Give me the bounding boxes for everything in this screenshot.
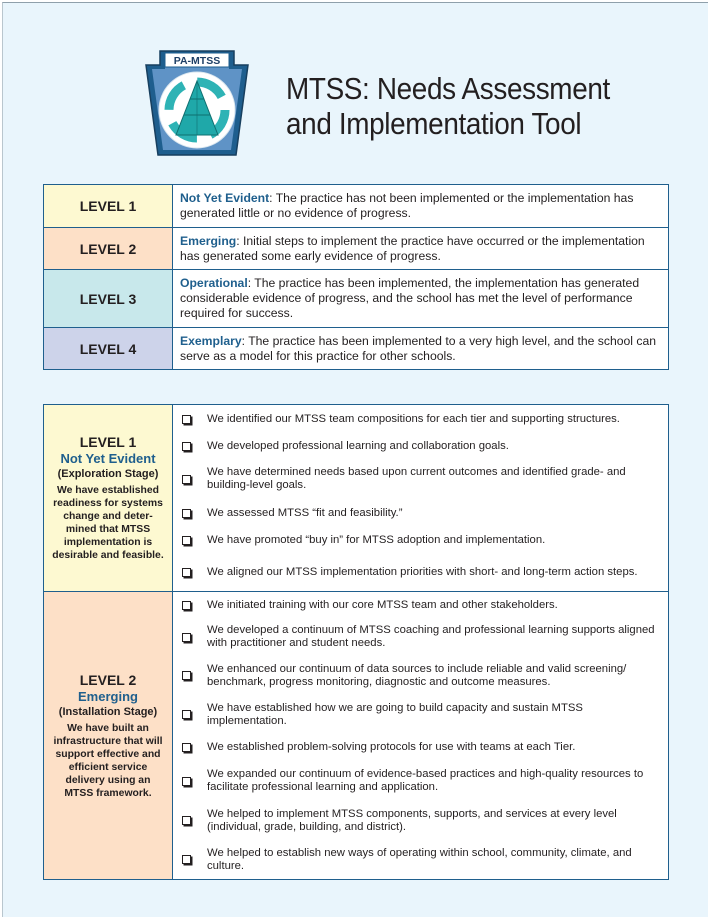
checkbox[interactable] xyxy=(182,475,191,484)
checklist-item[interactable] xyxy=(173,527,668,554)
checkbox[interactable] xyxy=(182,509,191,518)
item-text: We helped to establish new ways of operating within school, community, climate, and culture. xyxy=(207,846,632,872)
level-label: LEVEL 2 xyxy=(44,228,173,270)
side-level-stage: (Exploration Stage) xyxy=(57,468,159,480)
level-term: Operational xyxy=(180,276,248,290)
checkbox[interactable] xyxy=(182,743,191,752)
item-text: We enhanced our continuum of data sources to include reliable and valid screening/ benchmark, progress monitoring, diagnostic and outcome measures. xyxy=(207,662,627,688)
level-description xyxy=(173,270,669,328)
side-level-description xyxy=(44,482,172,562)
level-label: LEVEL 4 xyxy=(44,328,173,370)
side-level-label: LEVEL 1 xyxy=(79,434,137,450)
checklist-item[interactable] xyxy=(173,734,668,761)
checkbox[interactable] xyxy=(182,671,191,680)
level-text: : The practice has been implemented, the implementation has generated considerable evidence of progress, and the school has met the level of performance required for success. xyxy=(180,276,640,320)
item-text: We aligned our MTSS implementation priorities with short- and long-term action steps. xyxy=(207,566,638,578)
level-1-sidebar xyxy=(44,405,173,592)
side-level-stage: (Installation Stage) xyxy=(58,705,158,718)
level-term: Exemplary xyxy=(180,333,242,348)
checklist-item[interactable] xyxy=(173,840,668,879)
checkbox[interactable] xyxy=(182,442,191,451)
checklist-item[interactable] xyxy=(173,554,668,591)
level-2-items xyxy=(173,592,669,880)
pa-mtss-logo xyxy=(138,47,256,161)
level-label: LEVEL 1 xyxy=(44,185,173,228)
level-text: : The practice has been implemented to a very high level, and the school can serve as a model for this practice for other schools. xyxy=(180,333,657,363)
checklist-item[interactable] xyxy=(173,433,668,459)
checklist-item[interactable] xyxy=(173,405,668,433)
checkbox[interactable] xyxy=(182,816,191,825)
checklist-item[interactable] xyxy=(173,761,668,801)
item-text: We developed a continuum of MTSS coaching and professional learning supports aligned with practitioner and student needs. xyxy=(207,624,655,649)
checklist-item[interactable] xyxy=(173,656,668,695)
checkbox[interactable] xyxy=(182,568,191,577)
item-text: We initiated training with our core MTSS team and other stakeholders. xyxy=(207,598,558,611)
item-text: We have established how we are going to build capacity and sustain MTSS implementation. xyxy=(207,701,583,727)
title-line-2: and Implementation Tool xyxy=(286,106,582,141)
checklist-item[interactable] xyxy=(173,618,668,656)
level-text: : Initial steps to implement the practice have occurred or the implementation has generated some early evidence of progress. xyxy=(180,233,645,263)
item-text: We identified our MTSS team compositions for each tier and supporting structures. xyxy=(207,412,620,425)
item-text: We established problem-solving protocols for use with teams at each Tier. xyxy=(207,741,576,753)
level-description xyxy=(173,328,669,370)
logo-label: PA-MTSS xyxy=(173,55,221,67)
level-term: Not Yet Evident xyxy=(180,191,270,205)
checkbox[interactable] xyxy=(182,601,191,610)
checkbox[interactable] xyxy=(182,633,191,642)
desc-text: We have established xyxy=(56,485,160,496)
item-text: We helped to implement MTSS components, supports, and services at every level (individual, grade, building, and district). xyxy=(207,807,617,833)
item-text: We expanded our continuum of evidence-based practices and high-quality resources to facilitate professional learning and application. xyxy=(207,768,644,793)
checklist-level-1 xyxy=(44,405,669,592)
level-description xyxy=(173,228,669,270)
side-level-term: Emerging xyxy=(78,688,138,704)
checklist-item[interactable] xyxy=(173,695,668,734)
side-level-label: LEVEL 2 xyxy=(79,671,137,688)
level-row-1 xyxy=(44,185,669,228)
level-definitions-table xyxy=(43,184,669,370)
checklist-level-2 xyxy=(44,592,669,880)
item-text: We assessed MTSS “fit and feasibility.” xyxy=(207,506,403,519)
desc-text: We have xyxy=(67,722,112,734)
checkbox[interactable] xyxy=(182,415,191,424)
page-title xyxy=(286,71,646,141)
side-level-term: Not Yet Evident xyxy=(60,451,156,466)
title-line-1: MTSS: Needs Assessment xyxy=(286,71,610,106)
level-row-2 xyxy=(44,228,669,270)
checklist-item[interactable] xyxy=(173,499,668,527)
checklist-table xyxy=(43,404,669,880)
checkbox[interactable] xyxy=(182,777,191,786)
level-term: Emerging xyxy=(180,233,237,248)
checkbox[interactable] xyxy=(182,536,191,545)
level-text: : The practice has not been implemented or the implementation has generated little or no evidence of progress. xyxy=(180,191,634,220)
page xyxy=(2,2,708,917)
checklist-item[interactable] xyxy=(173,801,668,840)
level-row-4 xyxy=(44,328,669,370)
checklist-item[interactable] xyxy=(173,459,668,499)
level-2-sidebar xyxy=(44,592,173,880)
desc-emphasis: readiness xyxy=(53,498,102,509)
checkbox[interactable] xyxy=(182,855,191,864)
desc-emphasis: built xyxy=(111,722,134,734)
level-label: LEVEL 3 xyxy=(44,270,173,328)
level-row-3 xyxy=(44,270,669,328)
item-text: We developed professional learning and collaboration goals. xyxy=(207,439,509,452)
level-1-items xyxy=(173,405,669,592)
desc-text: an infrastructure that will support effective and efficient service delivery using an MTSS framework. xyxy=(53,722,163,799)
level-description xyxy=(173,185,669,228)
checklist-item[interactable] xyxy=(173,592,668,618)
side-level-description xyxy=(44,720,172,800)
item-text: We have determined needs based upon current outcomes and identified grade- and building-level goals. xyxy=(207,466,626,491)
desc-text: for systems change and deter-mined that MTSS implementation is desirable and feasible. xyxy=(52,498,164,561)
checkbox[interactable] xyxy=(182,710,191,719)
item-text: We have promoted “buy in” for MTSS adoption and implementation. xyxy=(207,534,546,546)
